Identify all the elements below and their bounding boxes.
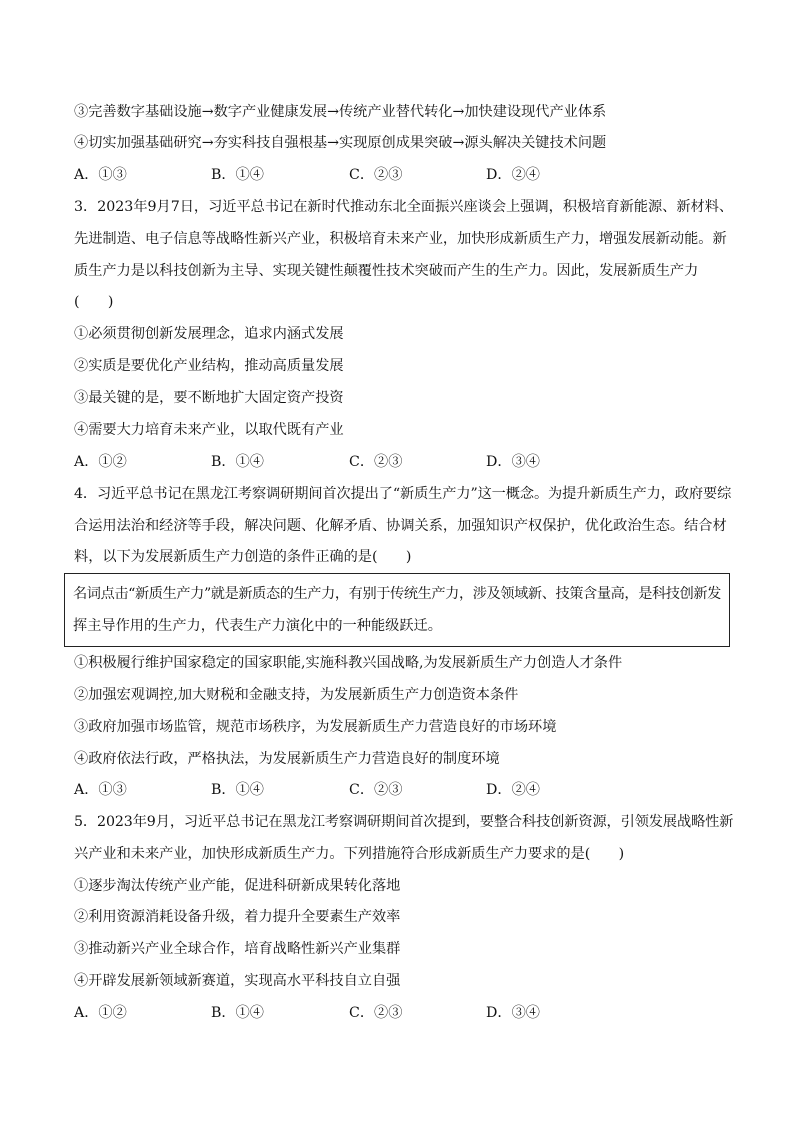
q4-item-3: ③政府加强市场监管，规范市场秩序，为发展新质生产力营造良好的市场环境 — [74, 719, 557, 735]
q5-item-2: ②利用资源消耗设备升级，着力提升全要素生产效率 — [74, 909, 401, 925]
q3-option-d[interactable]: D．③④ — [486, 454, 540, 470]
q4-stem-line-1: 4．习近平总书记在黑龙江考察调研期间首次提出了“新质生产力”这一概念。为提升新质生产力，政府要综 — [74, 486, 732, 502]
q4-options — [74, 780, 734, 800]
q4-stem-line-2: 合运用法治和经济等手段，解决问题、化解矛盾、协调关系，加强知识产权保护，优化政治生态。结合材 — [74, 518, 727, 534]
q4-item-4: ④政府依法行政，严格执法，为发展新质生产力营造良好的制度环境 — [74, 751, 500, 767]
q5-stem-line-2: 兴产业和未来产业，加快形成新质生产力。下列措施符合形成新质生产力要求的是( ) — [74, 846, 625, 862]
q2-option-d[interactable]: D．②④ — [486, 167, 540, 183]
q4-option-c[interactable]: C．②③ — [349, 782, 403, 798]
q3-item-1: ①必须贯彻创新发展理念，追求内涵式发展 — [74, 326, 344, 342]
q4-item-2: ②加强宏观调控,加大财税和金融支持，为发展新质生产力创造资本条件 — [74, 687, 519, 703]
q3-item-3: ③最关键的是，要不断地扩大固定资产投资 — [74, 390, 344, 406]
q5-option-c[interactable]: C．②③ — [349, 1005, 403, 1021]
q3-item-2: ②实质是要优化产业结构，推动高质量发展 — [74, 358, 344, 374]
q3-option-a[interactable]: A．①② — [74, 454, 127, 470]
q3-stem-line-2: 先进制造、电子信息等战略性新兴产业，积极培育未来产业，加快形成新质生产力，增强发展新动能。新 — [74, 231, 727, 247]
q5-item-4: ④开辟发展新领域新赛道，实现高水平科技自立自强 — [74, 973, 401, 989]
q2-option-c[interactable]: C．②③ — [349, 167, 403, 183]
q4-option-b[interactable]: B．①④ — [211, 782, 264, 798]
q5-item-1: ①逐步淘汰传统产业产能，促进科研新成果转化落地 — [74, 878, 401, 894]
q2-item-3: ③完善数字基础设施→数字产业健康发展→传统产业替代转化→加快建设现代产业体系 — [74, 104, 607, 120]
q4-stem-line-3: 料，以下为发展新质生产力创造的条件正确的是( ) — [74, 549, 412, 565]
q5-item-3: ③推动新兴产业全球合作，培育战略性新兴产业集群 — [74, 941, 401, 957]
q2-item-4: ④切实加强基础研究→夯实科技自强根基→实现原创成果突破→源头解决关键技术问题 — [74, 135, 607, 151]
q4-option-a[interactable]: A．①③ — [74, 782, 127, 798]
q3-option-c[interactable]: C．②③ — [349, 454, 403, 470]
q3-stem-line-3: 质生产力是以科技创新为主导、实现关键性颠覆性技术突破而产生的生产力。因此，发展新质生产力 — [74, 263, 699, 279]
q3-answer-blank: ( ) — [74, 294, 114, 310]
q4-option-d[interactable]: D．②④ — [486, 782, 540, 798]
q5-option-b[interactable]: B．①④ — [211, 1005, 264, 1021]
q4-material-box — [64, 573, 730, 647]
q4-material-line-1: 名词点击“新质生产力”就是新质态的生产力，有别于传统生产力，涉及领域新、技策含量高，是科技创新发 — [73, 586, 721, 602]
q3-option-b[interactable]: B．①④ — [211, 454, 264, 470]
q3-item-4: ④需要大力培育未来产业，以取代既有产业 — [74, 422, 344, 438]
q5-option-a[interactable]: A．①② — [74, 1005, 127, 1021]
q3-stem-line-1: 3．2023年9月7日，习近平总书记在新时代推动东北全面振兴座谈会上强调，积极培育新能源、新材料、 — [74, 199, 734, 215]
q2-option-a[interactable]: A．①③ — [74, 167, 127, 183]
q5-option-d[interactable]: D．③④ — [486, 1005, 540, 1021]
q3-options — [74, 452, 734, 472]
q2-option-b[interactable]: B．①④ — [211, 167, 264, 183]
q4-material-line-2: 挥主导作用的生产力，代表生产力演化中的一种能级跃迁。 — [73, 618, 442, 634]
q5-options — [74, 1003, 734, 1023]
q4-item-1: ①积极履行维护国家稳定的国家职能,实施科教兴国战略,为发展新质生产力创造人才条件 — [74, 655, 623, 671]
q5-stem-line-1: 5．2023年9月，习近平总书记在黑龙江考察调研期间首次提到，要整合科技创新资源，引领发展战略性新 — [74, 814, 734, 830]
q2-options — [74, 165, 734, 185]
